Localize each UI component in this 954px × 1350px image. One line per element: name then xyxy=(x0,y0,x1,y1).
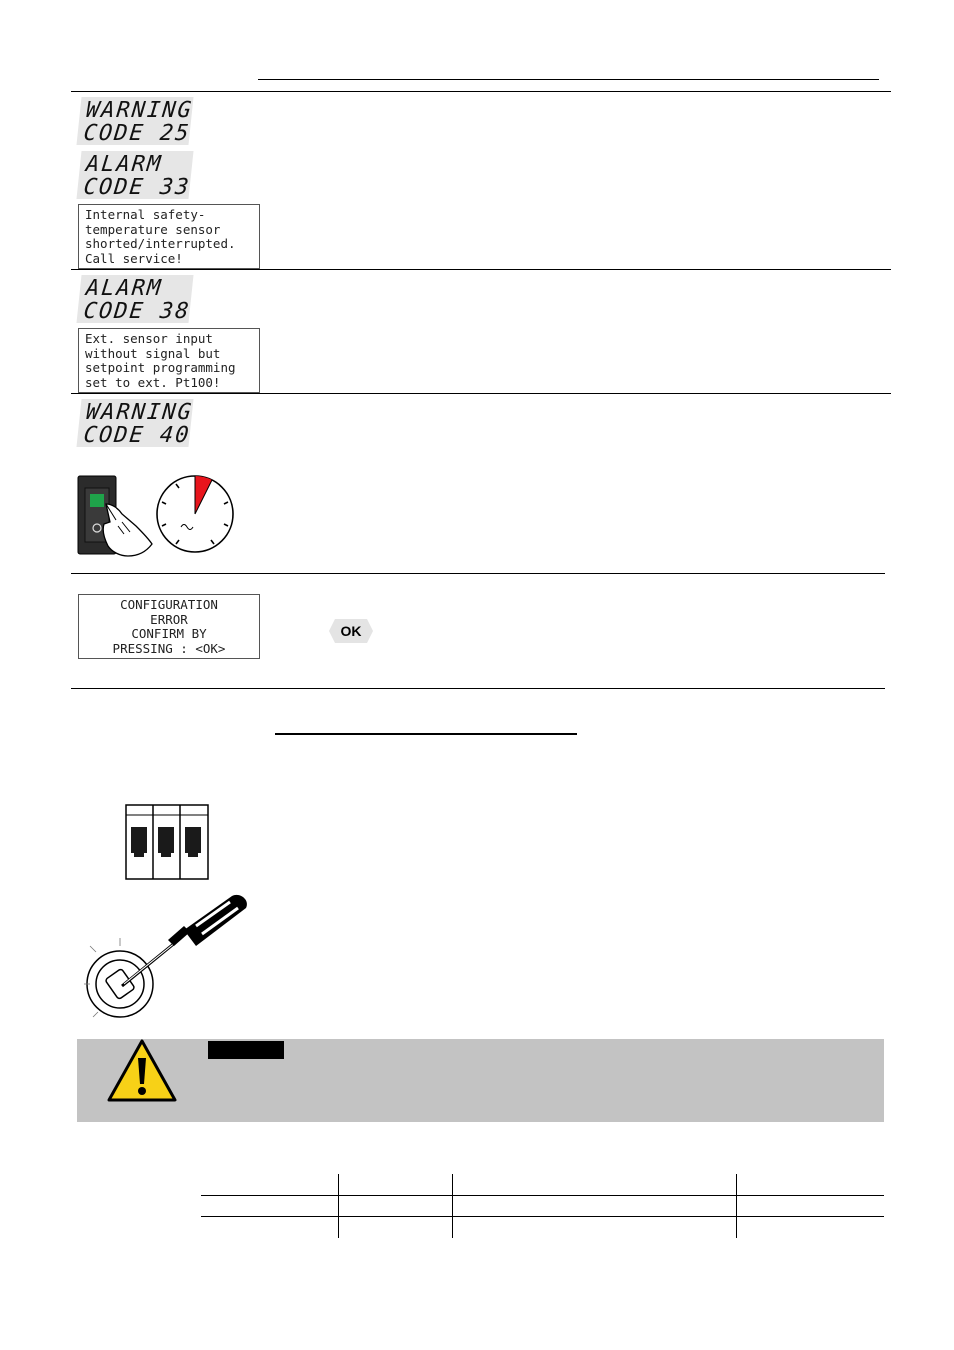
row-divider xyxy=(71,393,891,394)
section-heading-underline xyxy=(275,733,577,735)
timer-clock-icon xyxy=(154,472,236,556)
lcd-warning-40: WARNING CODE 40 xyxy=(76,399,193,447)
message-ext-sensor: Ext. sensor input without signal but setpoint programming set to ext. Pt100! xyxy=(78,328,260,393)
table2-col-divider xyxy=(452,1174,453,1238)
row-divider xyxy=(71,269,891,270)
row-divider xyxy=(71,573,885,574)
table-top-rule xyxy=(71,91,891,92)
warning-note-box xyxy=(77,1039,884,1122)
lcd-alarm-33: ALARM CODE 33 xyxy=(76,151,193,199)
ok-key-label: OK xyxy=(340,623,362,639)
mains-switch-icon xyxy=(76,474,156,558)
ok-key-button[interactable] xyxy=(328,618,374,644)
table2-col-divider xyxy=(736,1174,737,1238)
table2-rule xyxy=(201,1195,884,1196)
table2-rule xyxy=(201,1216,884,1217)
table-bottom-rule xyxy=(71,688,885,689)
header-rule xyxy=(258,79,879,80)
lcd-alarm-38: ALARM CODE 38 xyxy=(76,275,193,323)
lcd-warning-25: WARNING CODE 25 xyxy=(76,97,193,145)
warning-label-bar xyxy=(208,1041,284,1059)
screwdriver-reset-icon xyxy=(84,890,256,1020)
message-safety-sensor: Internal safety- temperature sensor shorted/interrupted. Call service! xyxy=(78,204,260,269)
circuit-breaker-icon xyxy=(124,803,210,881)
message-config-error: CONFIGURATION ERROR CONFIRM BY PRESSING : <OK> xyxy=(78,594,260,659)
table2-col-divider xyxy=(338,1174,339,1238)
warning-triangle-icon xyxy=(106,1038,178,1104)
